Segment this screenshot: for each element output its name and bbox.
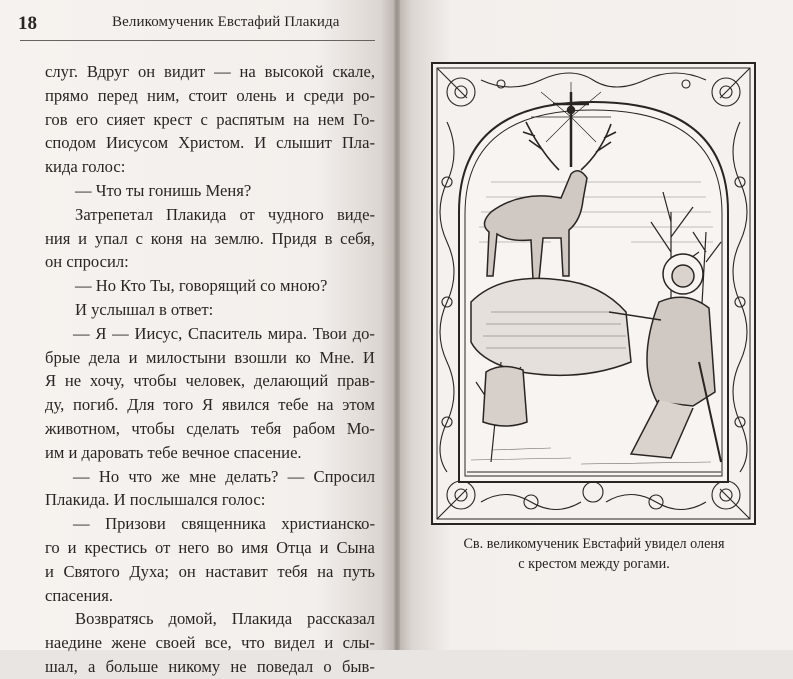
running-title: Великомученик Евстафий Плакида [112, 14, 340, 30]
text-line: прямо перед ним, стоит олень и среди ро- [45, 85, 375, 105]
text-line: И услышал в ответ: [75, 299, 214, 319]
text-line: им и даровать тебе вечное спасение. [45, 442, 302, 462]
text-line: кида голос: [45, 157, 126, 177]
page-number: 18 [18, 13, 37, 34]
text-line: го и крестись от него во имя Отца и Сына [45, 537, 375, 557]
text-line: — Но что же мне делать? — Спросил [73, 466, 375, 486]
text-line: он спросил: [45, 252, 129, 272]
caption-line: Св. великомученик Евстафий увидел оленя [463, 536, 725, 552]
header-rule [20, 40, 375, 41]
text-line: — Что ты гонишь Меня? [75, 180, 252, 200]
text-line: сподом Иисусом Христом. И слышит Пла- [45, 133, 375, 153]
text-line: слуг. Вдруг он видит — на высокой скале, [45, 62, 375, 81]
text-line: Возвратясь домой, Плакида рассказал [75, 609, 375, 629]
text-line: и Святого Духа; он наставит тебя на путь [45, 561, 375, 581]
left-page [0, 0, 396, 676]
text-line: животном, чтобы сделать тебя рабом Мо- [45, 418, 375, 438]
text-line: — Но Кто Ты, говорящий со мною? [75, 276, 328, 296]
book-gutter [394, 0, 400, 650]
text-line: гов его сияет крест с распятым на нем Го- [45, 109, 375, 129]
illustration-engraving [431, 62, 756, 525]
text-line: наедине жене своей все, что видел и слы- [45, 633, 375, 653]
text-line: Плакида. И послышался голос: [45, 490, 266, 510]
text-line: — Призови священника христианско- [73, 514, 375, 534]
text-line: брые дела и милостыни взошли ко Мне. И [45, 347, 375, 367]
text-line: Я не хочу, чтобы человек, делающий прав- [45, 371, 375, 391]
text-line: ду, погиб. Для того Я явился тебе на этом [45, 395, 375, 415]
illustration-caption [433, 534, 755, 574]
text-line: ния и упал с коня на землю. Придя в себя, [45, 228, 375, 248]
text-line: шал, а больше никому не поведал о быв- [45, 656, 375, 676]
text-line: Затрепетал Плакида от чудного виде- [75, 204, 375, 224]
text-line: спасения. [45, 585, 114, 605]
tree-stump [483, 366, 527, 426]
body-text [45, 60, 375, 679]
caption-line: с крестом между рогами. [518, 556, 670, 572]
text-line: — Я — Иисус, Спаситель мира. Твои до- [73, 323, 375, 343]
